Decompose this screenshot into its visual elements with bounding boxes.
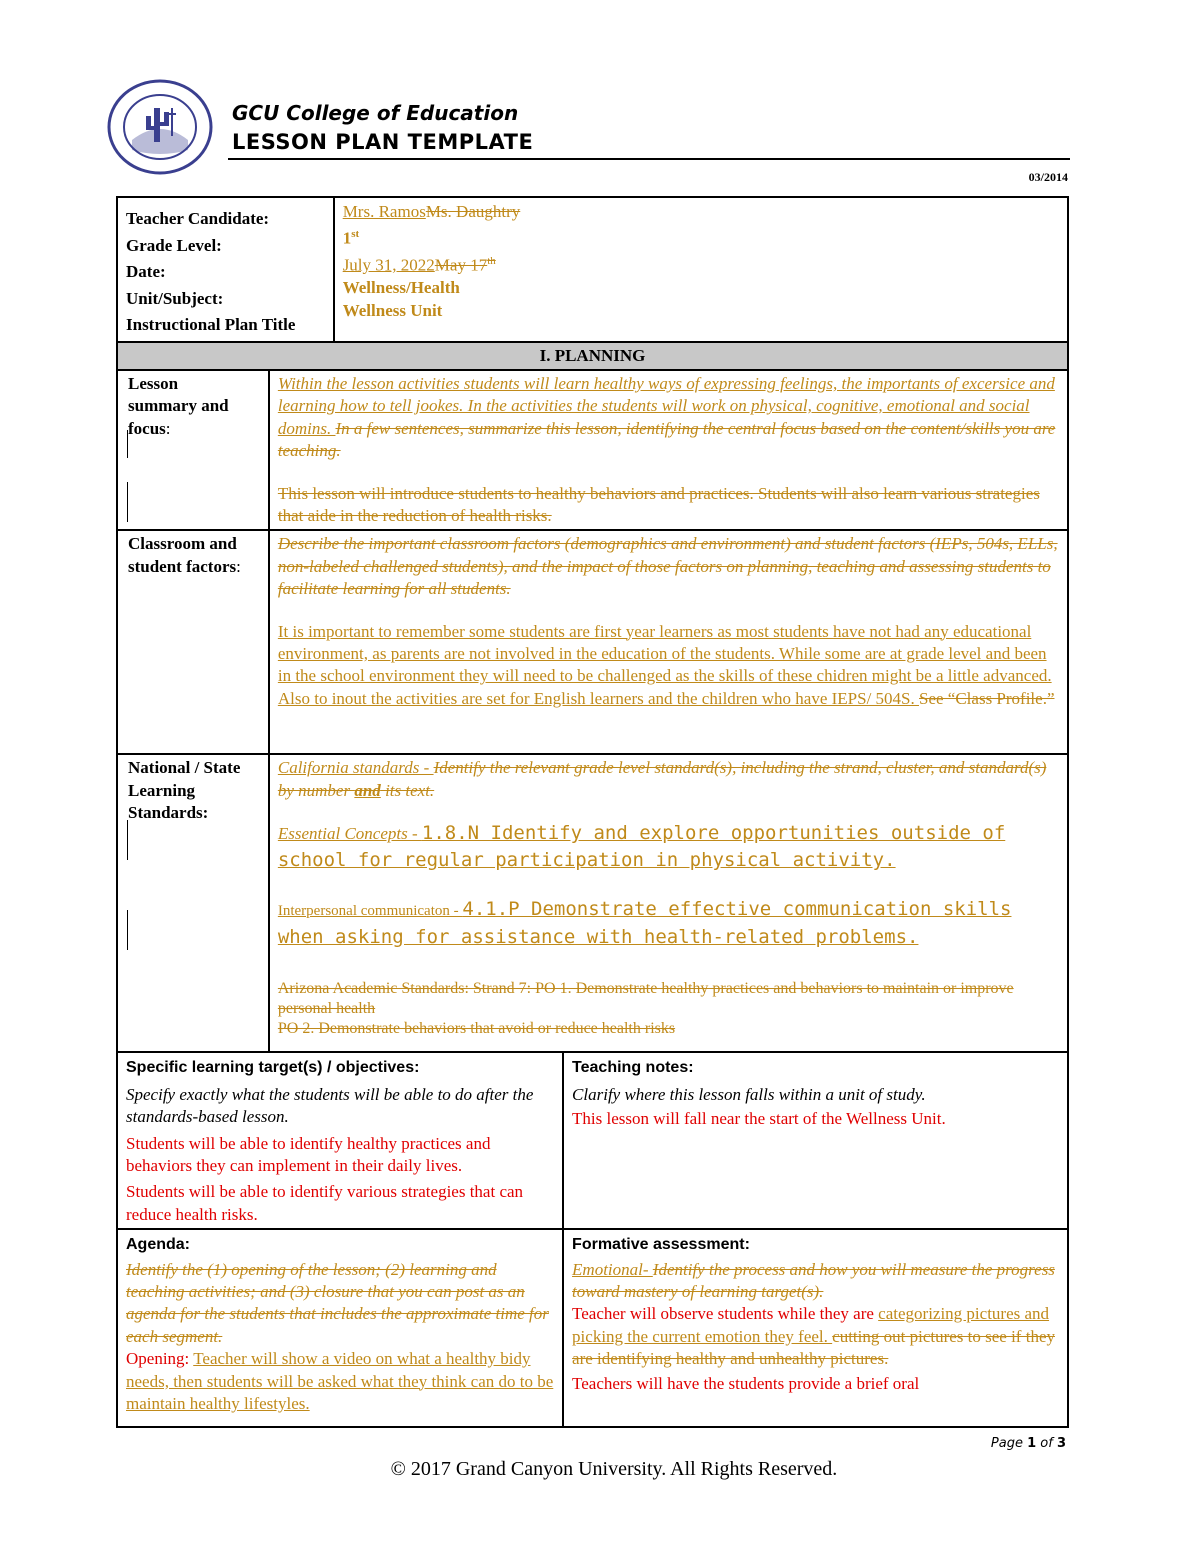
objective-item: Students will be able to identify various strategies that can reduce health risks. (126, 1182, 524, 1224)
objective-item: Students will be able to identify healthy practices and behaviors they can implement in their daily lives. (126, 1133, 491, 1175)
standards-row (117, 754, 1068, 1052)
revision-date: 03/2014 (1028, 170, 1068, 184)
classroom-row (117, 530, 1068, 754)
header-rule (228, 158, 1070, 160)
unit-label: Unit/Subject: (126, 288, 224, 308)
agenda-cell (117, 1229, 563, 1427)
standards-label: National / State Learning Standards: (117, 754, 269, 1052)
formative-text: Teacher will observe students while they are categorizing pictures and picking the current emotion they feel. cutting out pictures to see if they are identifying healthy and unhealthy pictures. (572, 1304, 1055, 1369)
agenda-heading: Agenda: (126, 1236, 190, 1254)
objectives-heading: Specific learning target(s) / objectives: (126, 1059, 420, 1077)
classroom-text: Describe the important classroom factors (demographics and environment) and student factors (IEPs, 504s, ELLs, non-labeled challenged students), and the impact of those factors on planning, teaching and assessing students to facilitate learning for all students. It is important to remember some students are first year learners as most students have not had any educational environment, as parents are not involved in the education of the students. While some are at grade level and been in the school environment they will need to be challenged as the skills of these chidren might be a little advanced. Also to inout the activities are set for English learners and the children who have IEPS/ 504S. See “Class Profile.” (269, 530, 1068, 754)
formative-cell: Formative assessment: Emotional- Identify the process and how you will measure the progress toward mastery of learning target(s). Teacher will observe students while they are categorizing pictures and picking the current emotion they feel. cutting out pictures to see if they are identifying healthy and unhealthy pictures. Teachers will have the students provide a brief oral (563, 1229, 1068, 1427)
planning-heading: I. PLANNING (117, 342, 1068, 370)
teaching-notes-instructions: Clarify where this lesson falls within a unit of study. (572, 1084, 926, 1104)
teacher-value: Mrs. RamosMs. Daughtry (342, 202, 521, 221)
agenda-instructions: Identify the (1) opening of the lesson; (2) learning and teaching activities; and (3) closure that you can post as an agenda for the students that includes the approximate time for each segment. (126, 1259, 549, 1346)
page-number: Page 1 of 3 (990, 1436, 1066, 1451)
info-labels-cell (117, 197, 334, 342)
teaching-notes-cell (563, 1052, 1068, 1229)
summary-label: Lesson summary and focus: (117, 370, 269, 530)
grade-label: Grade Level: (126, 235, 222, 255)
template-title: LESSON PLAN TEMPLATE (232, 130, 534, 154)
lesson-plan-table (116, 196, 1069, 1428)
grade-value: 1st (342, 228, 360, 248)
standards-text: California standards - Identify the relevant grade level standard(s), including the strand, cluster, and standard(s) by number and its text. Essential Concepts - 1.8.N Identify and explore opportunities outside of school for regular participation in physical activity. Interpersonal communicaton - 4.1.P Demonstrate effective communication skills when asking for assistance with health-related problems. Arizona Academic Standards: Strand 7: PO 1. Demonstrate healthy practices and behaviors to maintain or improve personal health PO 2. Demonstrate behaviors that avoid or reduce health risks (269, 754, 1068, 1052)
date-label: Date: (126, 262, 166, 281)
objectives-cell (117, 1052, 563, 1229)
summary-row (117, 370, 1068, 530)
info-row (117, 197, 1068, 342)
classroom-label: Classroom and student factors: (117, 530, 269, 754)
agenda-row (117, 1229, 1068, 1427)
formative-heading: Formative assessment: (572, 1236, 750, 1254)
teaching-notes-text: This lesson will fall near the start of the Wellness Unit. (572, 1109, 946, 1129)
summary-text: Within the lesson activities students will learn healthy ways of expressing feelings, the importants of excersice and learning how to tell jookes. In the activities the students will work on physical, cognitive, emotional and social domins. In a few sentences, summarize this lesson, identifying the central focus based on the content/skills you are teaching. This lesson will introduce students to healthy behaviors and practices. Students will also learn various strategies that aide in the reduction of health risks. (269, 370, 1068, 530)
agenda-opening: Opening: Teacher will show a video on what a healthy bidy needs, then students will be asked what they think can do to be maintain healthy lifestyles. (126, 1349, 554, 1414)
teacher-label: Teacher Candidate: (126, 209, 270, 228)
unit-value: Wellness/Health (342, 278, 460, 298)
planning-heading-row (117, 342, 1068, 370)
college-name: GCU College of Education (232, 101, 519, 125)
copyright: © 2017 Grand Canyon University. All Rights Reserved. (390, 1458, 838, 1480)
objectives-row (117, 1052, 1068, 1229)
gcu-seal-logo (106, 78, 214, 176)
title-value: Wellness Unit (342, 301, 443, 321)
date-value: July 31, 2022May 17th (342, 254, 496, 275)
teaching-notes-heading: Teaching notes: (572, 1059, 694, 1077)
objectives-instructions: Specify exactly what the students will be able to do after the standards-based lesson. (126, 1084, 534, 1127)
title-label: Instructional Plan Title (126, 315, 296, 334)
info-values-cell (334, 197, 1068, 342)
